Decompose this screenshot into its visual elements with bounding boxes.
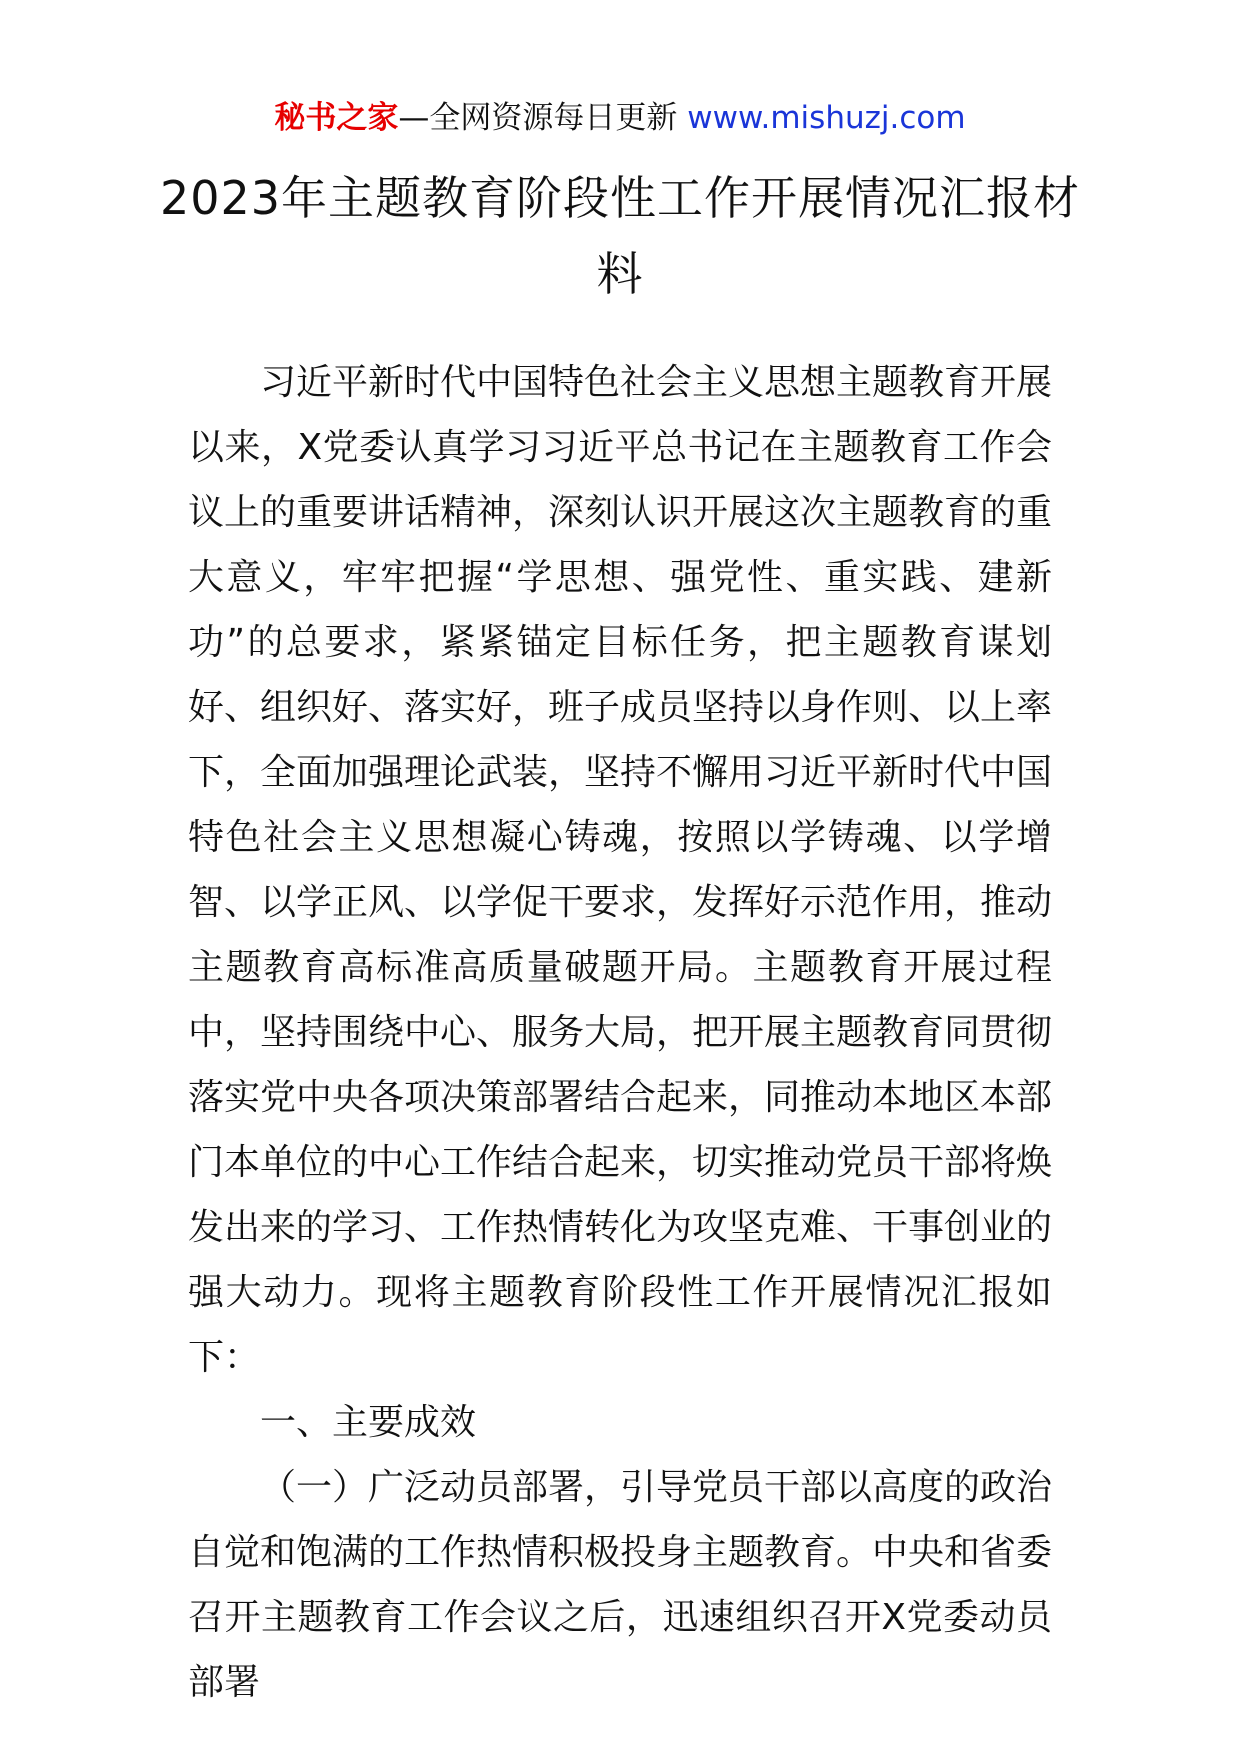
brand-name: 秘书之家: [274, 100, 399, 136]
intro-paragraph: 习近平新时代中国特色社会主义思想主题教育开展以来，X党委认真学习习近平总书记在主题教育工作会议上的重要讲话精神，深刻认识开展这次主题教育的重大意义，牢牢把握“学思想、强党性、重实践、建新功”的总要求，紧紧锚定目标任务，把主题教育谋划好、组织好、落实好，班子成员坚持以身作则、以上率下，全面加强理论武装，坚持不懈用习近平新时代中国特色社会主义思想凝心铸魂，按照以学铸魂、以学增智、以学正风、以学促干要求，发挥好示范作用，推动主题教育高标准高质量破题开局。主题教育开展过程中，坚持围绕中心、服务大局，把开展主题教育同贯彻落实党中央各项决策部署结合起来，同推动本地区本部门本单位的中心工作结合起来，切实推动党员干部将焕发出来的学习、工作热情转化为攻坚克难、干事创业的强大动力。现将主题教育阶段性工作开展情况汇报如下：: [188, 362, 1053, 1378]
site-url[interactable]: www.mishuzj.com: [687, 100, 966, 136]
subsection-paragraph: （一）广泛动员部署，引导党员干部以高度的政治自觉和饱满的工作热情积极投身主题教育。中央和省委召开主题教育工作会议之后，迅速组织召开X党委动员部署: [188, 1467, 1053, 1703]
document-title: 2023年主题教育阶段性工作开展情况汇报材料: [159, 171, 1081, 301]
section-heading: 一、主要成效: [260, 1402, 477, 1443]
site-header: [0, 96, 1240, 140]
header-tagline: —全网资源每日更新: [398, 100, 678, 136]
document-body: [188, 350, 1052, 1715]
